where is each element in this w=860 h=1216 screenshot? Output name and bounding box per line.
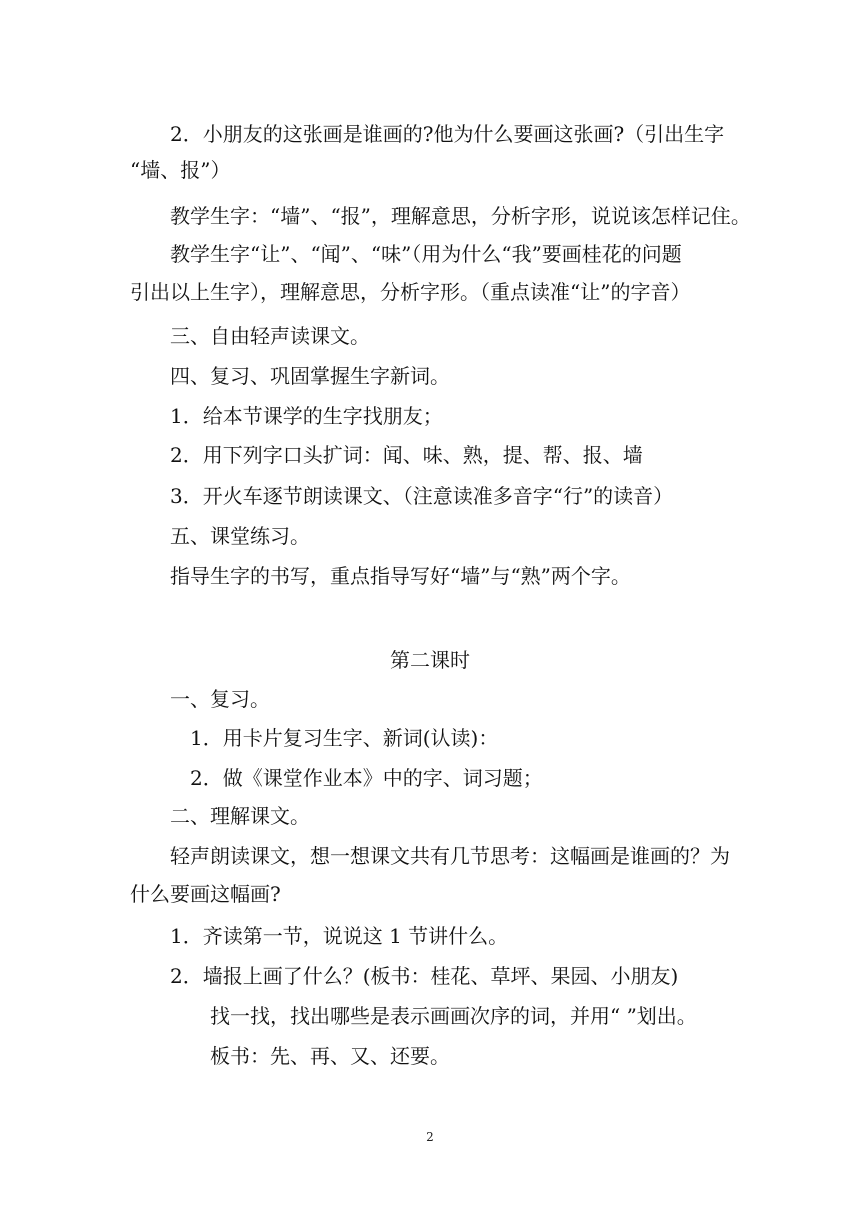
review-heading: 一、复习。: [170, 687, 270, 711]
review-item-1: 1．用卡片复习生字、新词(认读)：: [190, 726, 499, 750]
step-5-heading: 五、课堂练习。: [170, 524, 310, 548]
question-2-line-1: 2．小朋友的这张画是谁画的?他为什么要画这张画?（引出生字: [170, 122, 725, 146]
teach-characters-paragraph-1: 教学生字：“墙”、“报”，理解意思，分析字形，说说该怎样记住。: [170, 204, 751, 228]
understand-text-heading: 二、理解课文。: [170, 804, 310, 828]
teach-characters-paragraph-2-line-1: 教学生字“让”、“闻”、“味”（用为什么“我”要画桂花的问题: [170, 242, 682, 266]
step-4-heading: 四、复习、巩固掌握生字新词。: [170, 364, 450, 388]
step-3-heading: 三、自由轻声读课文。: [170, 324, 370, 348]
teach-characters-paragraph-2-line-2: 引出以上生字），理解意思，分析字形。（重点读准“让”的字音）: [130, 280, 691, 304]
review-item-2: 2．做《课堂作业本》中的字、词习题；: [190, 766, 543, 790]
page-number: 2: [426, 1130, 434, 1144]
step-4-item-1: 1．给本节课学的生字找朋友；: [170, 404, 443, 428]
understand-text-paragraph-line-1: 轻声朗读课文，想一想课文共有几节思考：这幅画是谁画的？为: [170, 844, 730, 868]
understand-item-1: 1．齐读第一节，说说这 1 节讲什么。: [170, 924, 509, 948]
understand-text-paragraph-line-2: 什么要画这幅画?: [130, 882, 281, 906]
understand-item-2: 2．墙报上画了什么？(板书：桂花、草坪、果园、小朋友): [170, 964, 679, 988]
find-words-text: 找一找，找出哪些是表示画画次序的词，并用“ ”划出。: [210, 1004, 697, 1028]
question-2-line-2: “墙、报”）: [130, 158, 231, 182]
lesson-2-title: 第二课时: [390, 648, 470, 672]
step-5-text: 指导生字的书写，重点指导写好“墙”与“熟”两个字。: [170, 564, 631, 588]
step-4-item-3: 3．开火车逐节朗读课文、（注意读准多音字“行”的读音）: [170, 484, 674, 508]
step-4-item-2: 2．用下列字口头扩词：闻、味、熟，提、帮、报、墙: [170, 443, 643, 467]
board-writing-text: 板书：先、再、又、还要。: [210, 1044, 450, 1068]
